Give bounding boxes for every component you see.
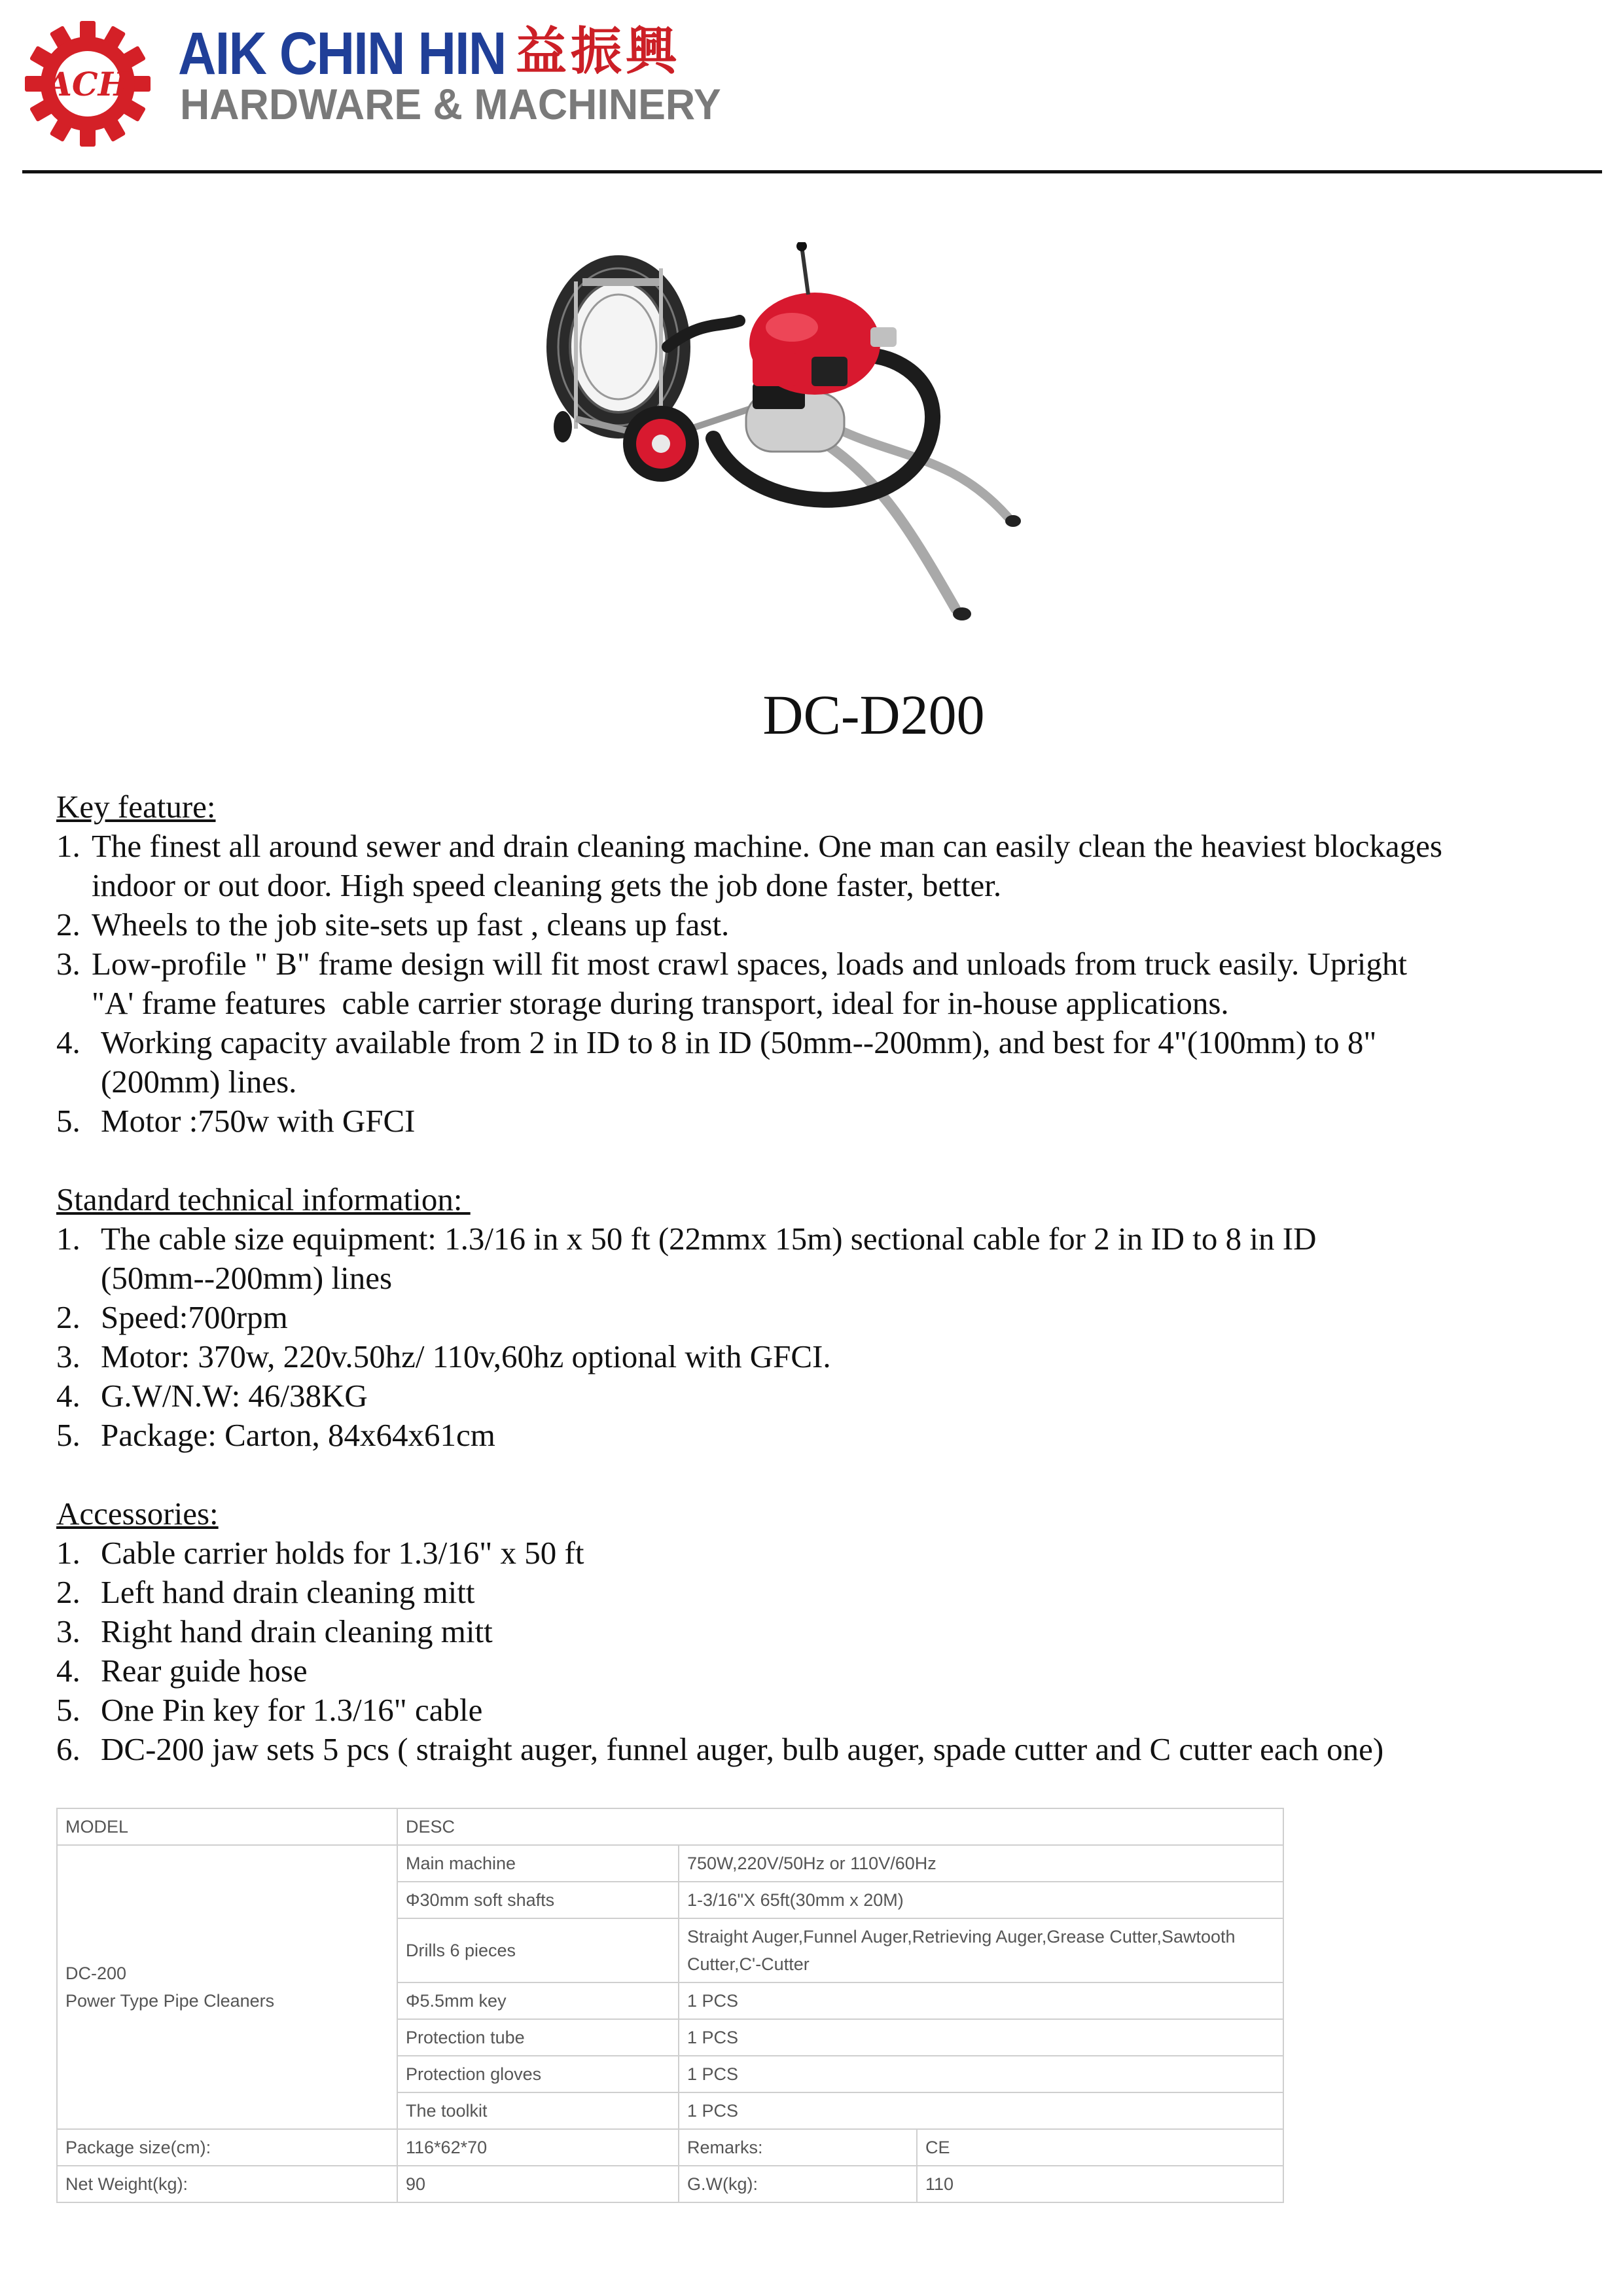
model-cell	[57, 1845, 397, 2129]
list-text: Working capacity available from 2 in ID to 8 in ID (50mm--200mm), and best for 4"(100mm) to 8"	[101, 1024, 1377, 1060]
list-item	[56, 1219, 1316, 1298]
list-item	[56, 1534, 1383, 1573]
accessories-section	[56, 1494, 1383, 1769]
list-number: 1.	[56, 1221, 80, 1257]
table-cell-label: Protection gloves	[397, 2056, 679, 2092]
table-cell-label: Net Weight(kg):	[57, 2166, 397, 2202]
list-text: Package: Carton, 84x64x61cm	[101, 1417, 495, 1453]
header-divider	[22, 170, 1602, 173]
table-cell-value: 116*62*70	[397, 2129, 679, 2166]
list-text: Low-profile " B" frame design will fit most crawl spaces, loads and unloads from truck easily. Upright	[92, 946, 1407, 982]
list-text: DC-200 jaw sets 5 pcs ( straight auger, funnel auger, bulb auger, spade cutter and C cutter each one)	[101, 1731, 1384, 1767]
list-item	[56, 1730, 1383, 1769]
list-number: 5.	[56, 1417, 80, 1453]
list-text: "A' frame features cable carrier storage during transport, ideal for in-house applications.	[92, 985, 1229, 1021]
list-item	[56, 1651, 1383, 1691]
list-number: 3.	[56, 1613, 80, 1649]
model-name: DC-200	[65, 1964, 127, 1983]
list-number: 5.	[56, 1103, 80, 1139]
model-title: DC-D200	[762, 683, 985, 746]
table-cell-label: The toolkit	[397, 2092, 679, 2129]
list-text: (50mm--200mm) lines	[101, 1260, 393, 1296]
table-header-model: MODEL	[57, 1808, 397, 1845]
table-cell-value: 1 PCS	[679, 2019, 1283, 2056]
model-description: Power Type Pipe Cleaners	[65, 1991, 275, 2011]
table-cell-value: 750W,220V/50Hz or 110V/60Hz	[679, 1845, 1283, 1882]
list-number: 1.	[56, 828, 80, 864]
list-text: The finest all around sewer and drain cleaning machine. One man can easily clean the heaviest blockages	[92, 828, 1442, 864]
table-cell-value: 1 PCS	[679, 1982, 1283, 2019]
table-row	[57, 2129, 1283, 2166]
table-cell-label: Drills 6 pieces	[397, 1918, 679, 1982]
list-item	[56, 905, 1442, 944]
standard-info-section	[56, 1180, 1316, 1455]
list-number: 5.	[56, 1692, 80, 1728]
table-row	[57, 2166, 1283, 2202]
table-cell-value: 1 PCS	[679, 2056, 1283, 2092]
list-number: 1.	[56, 1535, 80, 1571]
spec-table	[56, 1808, 1284, 2203]
list-text: One Pin key for 1.3/16" cable	[101, 1692, 483, 1728]
table-row	[57, 1808, 1283, 1845]
list-item	[56, 1023, 1442, 1102]
table-cell-value: 110	[917, 2166, 1283, 2202]
brand-name: AIK CHIN HIN	[178, 20, 506, 87]
list-number: 4.	[56, 1653, 80, 1689]
list-text: Speed:700rpm	[101, 1299, 288, 1335]
list-text: Motor :750w with GFCI	[101, 1103, 416, 1139]
list-number: 2.	[56, 1574, 80, 1610]
table-cell-label: Package size(cm):	[57, 2129, 397, 2166]
list-number: 3.	[56, 946, 80, 982]
table-cell-value: 90	[397, 2166, 679, 2202]
drain-cleaner-machine-icon	[537, 242, 1086, 635]
list-item	[56, 1691, 1383, 1730]
table-cell-label: G.W(kg):	[679, 2166, 917, 2202]
logo-monogram: ACH	[46, 65, 129, 103]
list-number: 6.	[56, 1731, 80, 1767]
list-item	[56, 1416, 1316, 1455]
table-cell-label: Φ30mm soft shafts	[397, 1882, 679, 1918]
list-text: Cable carrier holds for 1.3/16" x 50 ft	[101, 1535, 584, 1571]
table-row	[57, 1845, 1283, 1882]
list-text: (200mm) lines.	[101, 1064, 297, 1100]
key-feature-heading: Key feature:	[56, 789, 216, 825]
brand-tagline: HARDWARE & MACHINERY	[180, 80, 721, 128]
list-text: indoor or out door. High speed cleaning gets the job done faster, better.	[92, 867, 1002, 903]
list-item	[56, 1337, 1316, 1376]
list-number: 4.	[56, 1378, 80, 1414]
list-number: 4.	[56, 1024, 80, 1060]
list-text: Right hand drain cleaning mitt	[101, 1613, 493, 1649]
standard-info-heading: Standard technical information:	[56, 1181, 471, 1217]
company-logo	[24, 20, 152, 148]
list-text: Motor: 370w, 220v.50hz/ 110v,60hz optional with GFCI.	[101, 1338, 831, 1374]
list-number: 3.	[56, 1338, 80, 1374]
table-cell-label: Φ5.5mm key	[397, 1982, 679, 2019]
list-text: G.W/N.W: 46/38KG	[101, 1378, 368, 1414]
list-number: 2.	[56, 1299, 80, 1335]
accessories-heading: Accessories:	[56, 1496, 219, 1532]
table-cell-label: Remarks:	[679, 2129, 917, 2166]
list-text: Rear guide hose	[101, 1653, 308, 1689]
table-cell-value-line: Cutter,C'-Cutter	[687, 1954, 810, 1974]
list-item	[56, 1376, 1316, 1416]
product-photo	[537, 242, 1086, 635]
table-cell-value: 1-3/16"X 65ft(30mm x 20M)	[679, 1882, 1283, 1918]
list-item	[56, 827, 1442, 905]
brand-chinese-name: 益振興	[516, 22, 681, 81]
gear-logo-icon	[24, 20, 152, 148]
table-cell-value: 1 PCS	[679, 2092, 1283, 2129]
table-cell-label: Protection tube	[397, 2019, 679, 2056]
key-feature-section	[56, 787, 1442, 1141]
list-text: The cable size equipment: 1.3/16 in x 50 ft (22mmx 15m) sectional cable for 2 in ID to 8 in ID	[101, 1221, 1317, 1257]
table-cell-value	[679, 1918, 1283, 1982]
list-number: 2.	[56, 906, 80, 942]
table-cell-label: Main machine	[397, 1845, 679, 1882]
table-cell-value-line: Straight Auger,Funnel Auger,Retrieving Auger,Grease Cutter,Sawtooth	[687, 1927, 1236, 1946]
list-item	[56, 944, 1442, 1023]
table-cell-value: CE	[917, 2129, 1283, 2166]
list-item	[56, 1573, 1383, 1612]
list-item	[56, 1298, 1316, 1337]
list-text: Wheels to the job site-sets up fast , cleans up fast.	[92, 906, 730, 942]
list-text: Left hand drain cleaning mitt	[101, 1574, 475, 1610]
list-item	[56, 1102, 1442, 1141]
list-item	[56, 1612, 1383, 1651]
table-header-desc: DESC	[397, 1808, 1283, 1845]
